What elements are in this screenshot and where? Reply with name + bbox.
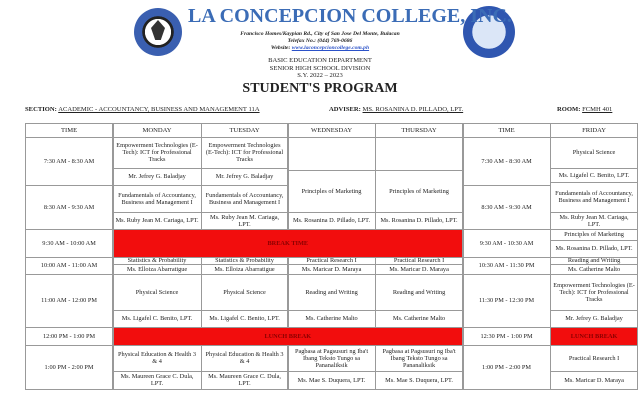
subject-cell: Physical Science — [113, 274, 202, 311]
schedule-cell: Ms. Catherine Malto — [375, 310, 463, 328]
section-info — [25, 106, 260, 113]
room-value: FCMH 401 — [582, 106, 613, 113]
schedule-cell: Mr. Jefrey G. Baladjay — [550, 310, 638, 328]
time-slot: 10:30 AM - 11:30 PM — [463, 257, 551, 275]
section-label: SECTION: — [25, 106, 57, 113]
schedule-cell: Ms. Rosanina D. Pillado, LPT. — [375, 212, 463, 230]
schedule-cell: Ms. Maricar D. Maraya — [288, 264, 376, 275]
page-title: STUDENT'S PROGRAM — [242, 81, 398, 96]
room-label: ROOM: — [557, 106, 581, 113]
time-slot: 7:30 AM - 8:30 AM — [25, 137, 113, 186]
schedule-cell: Principles of Marketing — [550, 229, 638, 241]
schedule-cell: Ms. Ligafel C. Benito, LPT. — [550, 168, 638, 183]
subject-cell: Fundamentals of Accountancy, Business and Management I — [201, 185, 288, 213]
adviser-info — [329, 106, 463, 113]
schedule-cell: Ms. Rosanina D. Pillado, LPT. — [550, 240, 638, 258]
school-address: Francisco Homes/Kaypian Rd., City of San Jose Del Monte, Bulacan — [240, 31, 400, 37]
adviser-label: ADVISER: — [329, 106, 361, 113]
time-slot: 12:00 PM - 1:00 PM — [25, 327, 113, 346]
time-slot: 8:30 AM - 9:30 AM — [463, 185, 551, 230]
school-year: S.Y. 2022 – 2023 — [297, 72, 343, 79]
time-slot: 9:30 AM - 10:00 AM — [25, 229, 113, 258]
schedule-cell: Ms. Rosanina D. Pillado, LPT. — [288, 212, 376, 230]
teacher-cell: Ms. Ruby Jean M. Cariaga, LPT. — [113, 212, 202, 230]
column-header: TUESDAY — [201, 123, 288, 138]
schedule-cell — [288, 137, 376, 171]
column-header: MONDAY — [113, 123, 202, 138]
column-header: WEDNESDAY — [288, 123, 376, 138]
subject-cell: Physical Science — [201, 274, 288, 311]
schedule-cell: Pagbasa at Pagsusuri ng Iba't Ibang Teksto Tungo sa Pananaliksik — [375, 345, 463, 372]
time-slot: 11:30 PM - 12:30 PM — [463, 274, 551, 328]
division-name: SENIOR HIGH SCHOOL DIVISION — [269, 64, 371, 72]
teacher-cell: Ms. Elloiza Abarratigue — [113, 264, 202, 275]
schedule-cell: Fundamentals of Accountancy, Business and Management I — [550, 182, 638, 213]
column-header: TIME — [463, 123, 551, 138]
schedule-cell — [375, 137, 463, 171]
teacher-cell: Mr. Jefrey G. Baladjay — [113, 168, 202, 186]
column-header: TIME — [25, 123, 113, 138]
time-slot: 1:00 PM - 2:00 PM — [463, 345, 551, 390]
schedule-cell: Reading and Writing — [550, 257, 638, 265]
school-seal-logo — [134, 8, 182, 56]
time-slot: 9:30 AM - 10:30 AM — [463, 229, 551, 258]
room-info — [557, 106, 612, 113]
schedule-cell: Principles of Marketing — [375, 170, 463, 213]
schedule-cell: Physical Science — [550, 137, 638, 169]
teacher-cell: Ms. Ligafel C. Benito, LPT. — [113, 310, 202, 328]
schedule-cell: Reading and Writing — [288, 274, 376, 311]
lunch-break: LUNCH BREAK — [113, 327, 464, 346]
schedule-cell: Principles of Marketing — [288, 170, 376, 213]
time-slot: 1:00 PM - 2:00 PM — [25, 345, 113, 390]
website-link[interactable]: www.laconcepcioncollege.com.ph — [291, 45, 370, 51]
schedule-cell: Ms. Maricar D. Maraya — [550, 371, 638, 390]
subject-cell: Physical Education & Health 3 & 4 — [201, 345, 288, 372]
schedule-cell: Ms. Ruby Jean M. Cariaga, LPT. — [550, 212, 638, 230]
column-header: THURSDAY — [375, 123, 463, 138]
school-telefax: Telefax No.: (044) 769-0686 — [287, 38, 353, 44]
subject-cell: Statistics & Probability — [113, 257, 202, 265]
schedule-cell: Ms. Mae S. Duquera, LPT. — [375, 371, 463, 390]
time-slot: 8:30 AM - 9:30 AM — [25, 185, 113, 230]
schedule-cell: Practical Research I — [375, 257, 463, 265]
school-website-line — [190, 45, 450, 51]
column-header: FRIDAY — [550, 123, 638, 138]
lunch-break: LUNCH BREAK — [550, 327, 638, 346]
teacher-cell: Mr. Jefrey G. Baladjay — [201, 168, 288, 186]
schedule-cell: Ms. Catherine Malto — [550, 264, 638, 275]
time-slot: 10:00 AM - 11:00 AM — [25, 257, 113, 275]
subject-cell: Fundamentals of Accountancy, Business and Management I — [113, 185, 202, 213]
schedule-cell: Empowerment Technologies (E-Tech): ICT for Professional Tracks — [550, 274, 638, 311]
section-value: ACADEMIC - ACCOUNTANCY, BUSINESS AND MANAGEMENT 11A — [58, 106, 260, 113]
school-name: LA CONCEPCION COLLEGE, INC. — [188, 5, 512, 27]
teacher-cell: Ms. Maureen Grace C. Dula, LPT. — [113, 371, 202, 390]
subject-cell: Statistics & Probability — [201, 257, 288, 265]
break-time: BREAK TIME — [113, 229, 464, 258]
schedule-cell: Ms. Catherine Malto — [288, 310, 376, 328]
teacher-cell: Ms. Ligafel C. Benito, LPT. — [201, 310, 288, 328]
time-slot: 12:30 PM - 1:00 PM — [463, 327, 551, 346]
website-label: Website: — [270, 45, 291, 51]
teacher-cell: Ms. Elloiza Abarratigue — [201, 264, 288, 275]
schedule-cell: Practical Research I — [288, 257, 376, 265]
time-slot: 7:30 AM - 8:30 AM — [463, 137, 551, 186]
adviser-value: MS. ROSANINA D. PILLADO, LPT. — [362, 106, 464, 113]
department-name: BASIC EDUCATION DEPARTMENT — [268, 57, 372, 64]
subject-cell: Physical Education & Health 3 & 4 — [113, 345, 202, 372]
subject-cell: Empowerment Technologies (E-Tech): ICT for Professional Tracks — [201, 137, 288, 169]
subject-cell: Empowerment Technologies (E-Tech): ICT for Professional Tracks — [113, 137, 202, 169]
teacher-cell: Ms. Maureen Grace C. Dula, LPT. — [201, 371, 288, 390]
schedule-cell: Practical Research I — [550, 345, 638, 372]
time-slot: 11:00 AM - 12:00 PM — [25, 274, 113, 328]
schedule-cell: Reading and Writing — [375, 274, 463, 311]
schedule-cell: Ms. Maricar D. Maraya — [375, 264, 463, 275]
schedule-cell: Pagbasa at Pagsusuri ng Iba't Ibang Teksto Tungo sa Pananaliksik — [288, 345, 376, 372]
teacher-cell: Ms. Ruby Jean M. Cariaga, LPT. — [201, 212, 288, 230]
schedule-cell: Ms. Mae S. Duquera, LPT. — [288, 371, 376, 390]
